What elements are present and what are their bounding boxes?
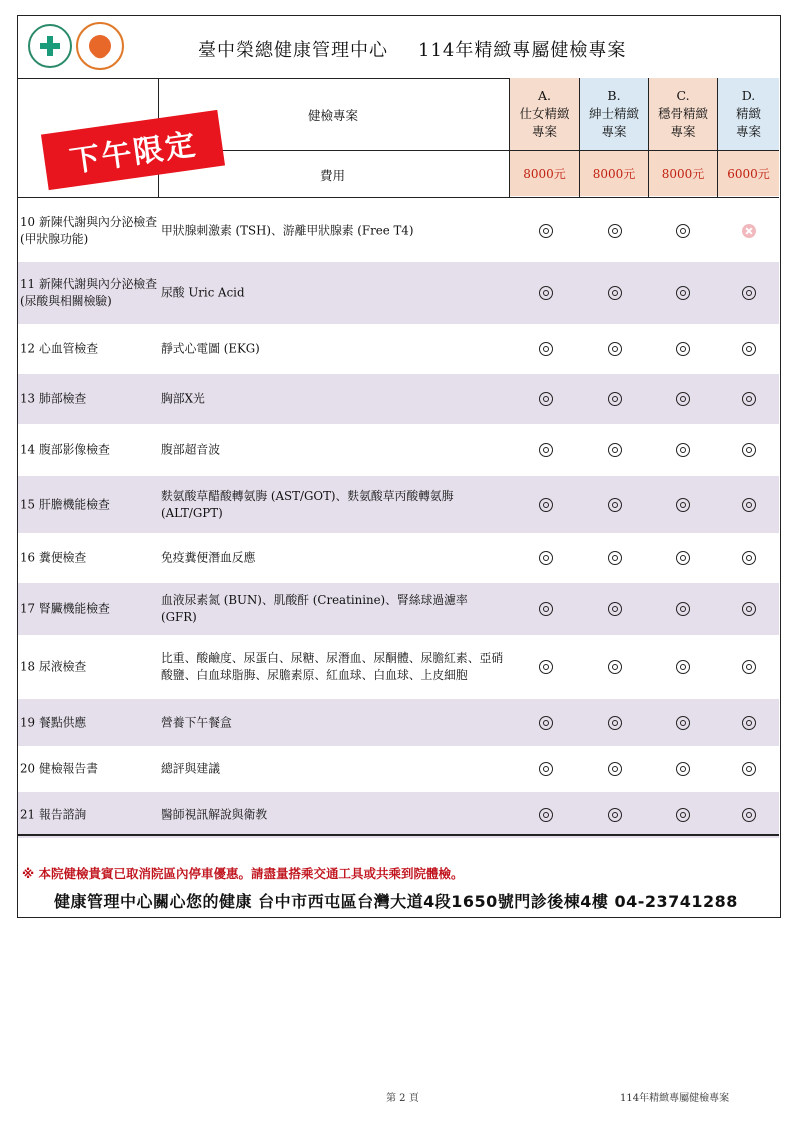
row-exam-item: 總評與建議 xyxy=(161,761,220,776)
parking-notice: ※ 本院健檢貴賓已取消院區內停車優惠。請盡量搭乘交通工具或共乘到院體檢。 xyxy=(22,866,464,881)
row-category-text: 健檢報告書 xyxy=(39,761,99,776)
plan-code: D. xyxy=(741,88,756,103)
plan-name-line2: 專案 xyxy=(601,124,627,139)
included-double-circle-icon xyxy=(676,443,690,457)
row-number: 16 xyxy=(20,550,36,565)
included-double-circle-icon xyxy=(608,660,622,674)
table-row xyxy=(18,746,779,792)
included-double-circle-icon xyxy=(676,808,690,822)
table-row xyxy=(18,476,779,533)
plan-code: B. xyxy=(607,88,621,103)
included-double-circle-icon xyxy=(742,660,756,674)
row-category xyxy=(20,391,158,408)
page-title xyxy=(198,36,626,62)
row-category-text: 腹部影像檢查 xyxy=(39,442,110,457)
row-category-text: 肝膽機能檢查 xyxy=(39,497,110,511)
included-double-circle-icon xyxy=(608,498,622,512)
included-double-circle-icon xyxy=(742,602,756,616)
table-row xyxy=(18,583,779,635)
row-category-text: 餐點供應 xyxy=(39,715,87,729)
included-double-circle-icon xyxy=(676,342,690,356)
afternoon-only-stamp xyxy=(41,110,225,190)
plan-name-line1: 紳士精緻 xyxy=(588,106,639,121)
included-double-circle-icon xyxy=(608,286,622,300)
row-category xyxy=(20,550,158,567)
included-double-circle-icon xyxy=(539,392,553,406)
row-number: 20 xyxy=(20,761,36,776)
included-double-circle-icon xyxy=(608,443,622,457)
plan-header-d xyxy=(718,78,779,150)
row-category-text: 新陳代謝與內分泌檢查(尿酸與相關檢驗) xyxy=(20,277,157,308)
included-double-circle-icon xyxy=(608,808,622,822)
fee-label: 費用 xyxy=(320,168,346,183)
included-double-circle-icon xyxy=(742,498,756,512)
included-double-circle-icon xyxy=(676,660,690,674)
included-double-circle-icon xyxy=(539,286,553,300)
table-row xyxy=(18,635,779,699)
row-category xyxy=(20,496,158,513)
contact-info: 健康管理中心關心您的健康 台中市西屯區台灣大道4段1650號門診後棟4樓 04-23741288 xyxy=(54,892,738,911)
included-double-circle-icon xyxy=(742,808,756,822)
row-category xyxy=(20,714,158,731)
row-exam-item: 醫師視訊解說與衛教 xyxy=(161,807,268,822)
row-exam-item: 比重、酸鹼度、尿蛋白、尿糖、尿潛血、尿酮體、尿膽紅素、亞硝酸鹽、白血球脂脢、尿膽素原、紅血球、白血球、上皮細胞 xyxy=(161,651,504,682)
table-row xyxy=(18,200,779,262)
row-category-text: 新陳代謝與內分泌檢查(甲狀腺功能) xyxy=(20,215,157,246)
plan-fee-a: 8000元 xyxy=(510,151,579,196)
included-double-circle-icon xyxy=(742,551,756,565)
table-row xyxy=(18,533,779,583)
program-label: 健檢專案 xyxy=(308,108,359,123)
plan-name-line2: 專案 xyxy=(531,124,557,139)
included-double-circle-icon xyxy=(539,808,553,822)
header xyxy=(18,16,779,79)
included-double-circle-icon xyxy=(676,224,690,238)
included-double-circle-icon xyxy=(539,224,553,238)
row-number: 21 xyxy=(20,807,36,822)
table-row xyxy=(18,792,779,838)
included-double-circle-icon xyxy=(676,392,690,406)
health-center-logo-icon xyxy=(76,22,124,70)
row-category-text: 心血管檢查 xyxy=(39,341,99,356)
table-row xyxy=(18,324,779,374)
included-double-circle-icon xyxy=(539,716,553,730)
row-category xyxy=(20,761,158,778)
row-category-text: 糞便檢查 xyxy=(39,550,87,565)
included-double-circle-icon xyxy=(539,660,553,674)
table-row xyxy=(18,374,779,424)
included-double-circle-icon xyxy=(608,762,622,776)
included-double-circle-icon xyxy=(539,762,553,776)
row-number: 19 xyxy=(20,715,36,729)
row-category xyxy=(20,601,158,618)
plan-name-line2: 專案 xyxy=(670,124,696,139)
row-exam-item: 尿酸 Uric Acid xyxy=(161,285,245,300)
row-exam-item: 血液尿素氮 (BUN)、肌酸酐 (Creatinine)、腎絲球過濾率 (GFR) xyxy=(161,593,468,624)
row-exam-item: 甲狀腺刺激素 (TSH)、游離甲狀腺素 (Free T4) xyxy=(161,223,414,238)
row-category xyxy=(20,276,158,310)
included-double-circle-icon xyxy=(742,286,756,300)
plan-header-a xyxy=(510,78,579,150)
row-category-text: 肺部檢查 xyxy=(39,391,87,406)
row-number: 18 xyxy=(20,659,36,674)
included-double-circle-icon xyxy=(676,286,690,300)
plan-header-b xyxy=(580,78,648,150)
included-double-circle-icon xyxy=(539,443,553,457)
included-double-circle-icon xyxy=(608,716,622,730)
document-frame xyxy=(17,15,781,918)
row-exam-item: 胸部X光 xyxy=(161,391,205,406)
included-double-circle-icon xyxy=(742,342,756,356)
plan-code: A. xyxy=(537,88,551,103)
included-double-circle-icon xyxy=(608,602,622,616)
table-row xyxy=(18,424,779,476)
plan-fee-b: 8000元 xyxy=(580,151,648,196)
included-double-circle-icon xyxy=(676,602,690,616)
included-double-circle-icon xyxy=(676,716,690,730)
center-name: 臺中榮總健康管理中心 xyxy=(198,40,388,61)
included-double-circle-icon xyxy=(742,762,756,776)
included-double-circle-icon xyxy=(676,551,690,565)
row-exam-item: 腹部超音波 xyxy=(161,442,220,457)
plan-name-line2: 專案 xyxy=(735,124,761,139)
row-category xyxy=(20,807,158,824)
included-double-circle-icon xyxy=(742,443,756,457)
row-number: 12 xyxy=(20,341,36,356)
plan-fee-c: 8000元 xyxy=(649,151,717,196)
plan-name-line1: 穩骨精緻 xyxy=(657,106,708,121)
plan-name-line1: 仕女精緻 xyxy=(519,106,570,121)
row-category xyxy=(20,214,158,248)
included-double-circle-icon xyxy=(608,392,622,406)
row-category-text: 報告諮詢 xyxy=(39,807,87,822)
included-double-circle-icon xyxy=(539,551,553,565)
row-exam-item: 營養下午餐盒 xyxy=(161,715,232,729)
footer-doc-title: 114年精緻專屬健檢專案 xyxy=(620,1093,730,1104)
row-exam-item: 免疫糞便潛血反應 xyxy=(161,550,256,565)
page-number: 第 2 頁 xyxy=(386,1093,419,1104)
plan-header-c xyxy=(649,78,717,150)
row-number: 14 xyxy=(20,442,36,457)
included-double-circle-icon xyxy=(676,762,690,776)
table-row xyxy=(18,262,779,324)
included-double-circle-icon xyxy=(608,224,622,238)
included-double-circle-icon xyxy=(539,498,553,512)
included-double-circle-icon xyxy=(539,602,553,616)
program-title: 114年精緻專屬健檢專案 xyxy=(418,40,627,61)
row-number: 13 xyxy=(20,391,36,406)
row-exam-item: 麩氨酸草醋酸轉氨脢 (AST/GOT)、麩氨酸草丙酸轉氨脢 (ALT/GPT) xyxy=(161,488,454,520)
plan-code: C. xyxy=(676,88,690,103)
row-number: 11 xyxy=(20,277,36,291)
included-double-circle-icon xyxy=(676,498,690,512)
row-category xyxy=(20,442,158,459)
excluded-x-icon xyxy=(742,224,756,238)
plan-fee-d: 6000元 xyxy=(718,151,779,196)
row-number: 15 xyxy=(20,497,36,511)
table-head xyxy=(18,78,779,198)
included-double-circle-icon xyxy=(608,551,622,565)
row-number: 10 xyxy=(20,215,36,229)
included-double-circle-icon xyxy=(742,392,756,406)
row-category xyxy=(20,659,158,676)
included-double-circle-icon xyxy=(742,716,756,730)
table-row xyxy=(18,699,779,746)
included-double-circle-icon xyxy=(539,342,553,356)
stamp-text: 下午限定 xyxy=(67,127,200,180)
row-category-text: 尿液檢查 xyxy=(39,659,87,674)
row-exam-item: 靜式心電圖 (EKG) xyxy=(161,341,260,356)
row-category xyxy=(20,341,158,358)
veterans-hospital-logo-icon xyxy=(28,24,72,68)
included-double-circle-icon xyxy=(608,342,622,356)
row-number: 17 xyxy=(20,601,36,616)
plan-name-line1: 精緻 xyxy=(735,106,761,121)
row-category-text: 腎臟機能檢查 xyxy=(39,601,110,616)
